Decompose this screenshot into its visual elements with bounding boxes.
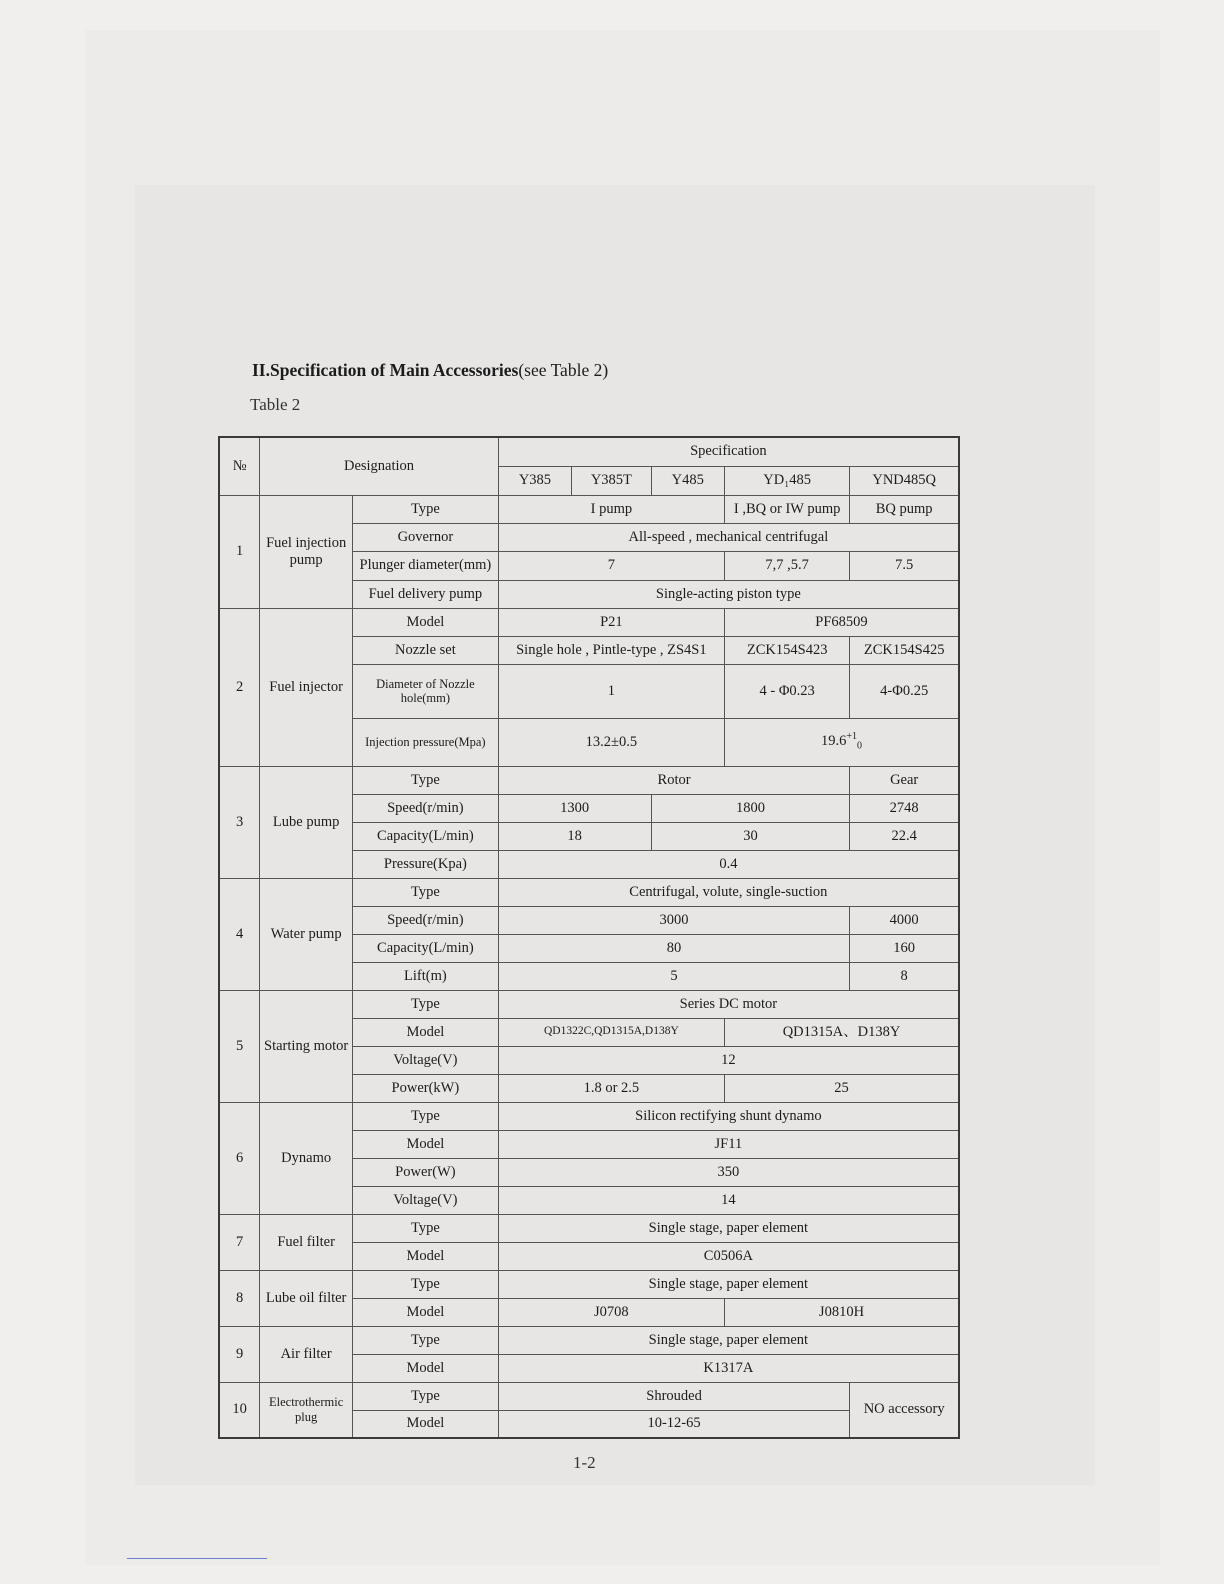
row-label: Model xyxy=(353,608,499,636)
row-label: Fuel delivery pump xyxy=(353,580,499,608)
row-label: Type xyxy=(353,1214,499,1242)
cell-value: JF11 xyxy=(498,1130,959,1158)
group-name: Lube pump xyxy=(260,766,353,878)
cell-value: 1800 xyxy=(651,794,850,822)
row-label: Governor xyxy=(353,523,499,551)
cell-value: QD1322C,QD1315A,D138Y xyxy=(498,1018,724,1046)
row-label: Speed(r/min) xyxy=(353,794,499,822)
cell-value: 8 xyxy=(850,962,959,990)
group-name: Dynamo xyxy=(260,1102,353,1214)
group-number: 1 xyxy=(219,495,260,608)
cell-value: BQ pump xyxy=(850,495,959,523)
cell-value: NO accessory xyxy=(850,1382,959,1438)
cell-value: I pump xyxy=(498,495,724,523)
cell-value: 160 xyxy=(850,934,959,962)
accessories-spec-table xyxy=(218,436,960,1439)
header-model-yd1485: YD₁485 xyxy=(724,466,849,495)
header-specification: Specification xyxy=(498,437,959,466)
cell-value: Series DC motor xyxy=(498,990,959,1018)
row-label: Type xyxy=(353,1102,499,1130)
heading-bold-text: .Specification of Main Accessories xyxy=(265,360,519,380)
cell-value: 7,7 ,5.7 xyxy=(724,551,849,580)
cell-value: Shrouded xyxy=(498,1382,850,1410)
row-label: Voltage(V) xyxy=(353,1186,499,1214)
cell-value: 7.5 xyxy=(850,551,959,580)
group-number: 7 xyxy=(219,1214,260,1270)
cell-value: Rotor xyxy=(498,766,850,794)
cell-value: 12 xyxy=(498,1046,959,1074)
cell-value: Single hole , Pintle-type , ZS4S1 xyxy=(498,636,724,664)
cell-value: Gear xyxy=(850,766,959,794)
group-number: 3 xyxy=(219,766,260,878)
header-model-ynd485q: YND485Q xyxy=(850,466,959,495)
row-label: Type xyxy=(353,1326,499,1354)
cell-value: 25 xyxy=(724,1074,959,1102)
cell-value: 10-12-65 xyxy=(498,1410,850,1438)
cell-value: ZCK154S423 xyxy=(724,636,849,664)
row-label: Model xyxy=(353,1130,499,1158)
cell-value: 22.4 xyxy=(850,822,959,850)
group-name: Starting motor xyxy=(260,990,353,1102)
cell-value: 1 xyxy=(498,664,724,718)
group-name: Lube oil filter xyxy=(260,1270,353,1326)
cell-value: 80 xyxy=(498,934,850,962)
table-caption: Table 2 xyxy=(250,395,301,414)
group-number: 9 xyxy=(219,1326,260,1382)
row-label: Injection pressure(Mpa) xyxy=(353,718,499,766)
cell-value: Single stage, paper element xyxy=(498,1326,959,1354)
cell-value: K1317A xyxy=(498,1354,959,1382)
tolerance-lower: 0 xyxy=(857,741,862,753)
row-label: Capacity(L/min) xyxy=(353,822,499,850)
cell-value: 30 xyxy=(651,822,850,850)
group-name: Water pump xyxy=(260,878,353,990)
row-label: Lift(m) xyxy=(353,962,499,990)
row-label: Plunger diameter(mm) xyxy=(353,551,499,580)
row-label: Power(kW) xyxy=(353,1074,499,1102)
row-label: Capacity(L/min) xyxy=(353,934,499,962)
row-label: Speed(r/min) xyxy=(353,906,499,934)
group-name: Fuel injector xyxy=(260,608,353,766)
cell-value: P21 xyxy=(498,608,724,636)
cell-value: 14 xyxy=(498,1186,959,1214)
row-label: Type xyxy=(353,1270,499,1298)
group-number: 2 xyxy=(219,608,260,766)
group-number: 8 xyxy=(219,1270,260,1326)
page-number: 1-2 xyxy=(573,1453,596,1472)
row-label: Type xyxy=(353,766,499,794)
header-designation: Designation xyxy=(260,437,498,495)
heading-numeral: II xyxy=(252,360,266,380)
cell-value: Single-acting piston type xyxy=(498,580,959,608)
cell-value: 2748 xyxy=(850,794,959,822)
row-label: Model xyxy=(353,1410,499,1438)
row-label: Model xyxy=(353,1018,499,1046)
cell-value: 350 xyxy=(498,1158,959,1186)
cell-value: 18 xyxy=(498,822,651,850)
cell-value: ZCK154S425 xyxy=(850,636,959,664)
row-label: Type xyxy=(353,990,499,1018)
group-number: 6 xyxy=(219,1102,260,1214)
group-number: 5 xyxy=(219,990,260,1102)
section-heading xyxy=(252,360,608,381)
cell-value: 7 xyxy=(498,551,724,580)
row-label: Type xyxy=(353,1382,499,1410)
group-name: Fuel injection pump xyxy=(260,495,353,608)
cell-value: I ,BQ or IW pump xyxy=(724,495,849,523)
cell-value: QD1315A、D138Y xyxy=(724,1018,959,1046)
cell-value: 4 - Φ0.23 xyxy=(724,664,849,718)
header-model-y485: Y485 xyxy=(651,466,724,495)
group-name: Fuel filter xyxy=(260,1214,353,1270)
group-number: 4 xyxy=(219,878,260,990)
cell-value xyxy=(724,718,959,766)
row-label: Model xyxy=(353,1242,499,1270)
cell-value: PF68509 xyxy=(724,608,959,636)
cell-value: 3000 xyxy=(498,906,850,934)
heading-rest-text: (see Table 2) xyxy=(518,360,609,380)
cell-value: 1300 xyxy=(498,794,651,822)
row-label: Diameter of Nozzle hole(mm) xyxy=(353,664,499,718)
group-number: 10 xyxy=(219,1382,260,1438)
cell-value: Single stage, paper element xyxy=(498,1214,959,1242)
tolerance-upper: +1 xyxy=(846,731,857,743)
group-name: Air filter xyxy=(260,1326,353,1382)
header-model-y385: Y385 xyxy=(498,466,571,495)
cell-value: J0708 xyxy=(498,1298,724,1326)
row-label: Model xyxy=(353,1298,499,1326)
row-label: Nozzle set xyxy=(353,636,499,664)
cell-value: 4000 xyxy=(850,906,959,934)
cell-value: J0810H xyxy=(724,1298,959,1326)
cell-value: 4-Φ0.25 xyxy=(850,664,959,718)
cell-value: Centrifugal, volute, single-suction xyxy=(498,878,959,906)
footnote-separator xyxy=(127,1558,267,1559)
row-label: Type xyxy=(353,495,499,523)
group-name: Electrothermic plug xyxy=(260,1382,353,1438)
row-label: Type xyxy=(353,878,499,906)
pressure-value: 19.6 xyxy=(820,733,847,750)
header-model-y385t: Y385T xyxy=(572,466,651,495)
cell-value: Single stage, paper element xyxy=(498,1270,959,1298)
cell-value: 0.4 xyxy=(498,850,959,878)
row-label: Pressure(Kpa) xyxy=(353,850,499,878)
cell-value: C0506A xyxy=(498,1242,959,1270)
cell-value: 5 xyxy=(498,962,850,990)
header-no: № xyxy=(219,437,260,495)
cell-value: All-speed , mechanical centrifugal xyxy=(498,523,959,551)
row-label: Power(W) xyxy=(353,1158,499,1186)
row-label: Voltage(V) xyxy=(353,1046,499,1074)
cell-value: 1.8 or 2.5 xyxy=(498,1074,724,1102)
cell-value: 13.2±0.5 xyxy=(498,718,724,766)
row-label: Model xyxy=(353,1354,499,1382)
cell-value: Silicon rectifying shunt dynamo xyxy=(498,1102,959,1130)
